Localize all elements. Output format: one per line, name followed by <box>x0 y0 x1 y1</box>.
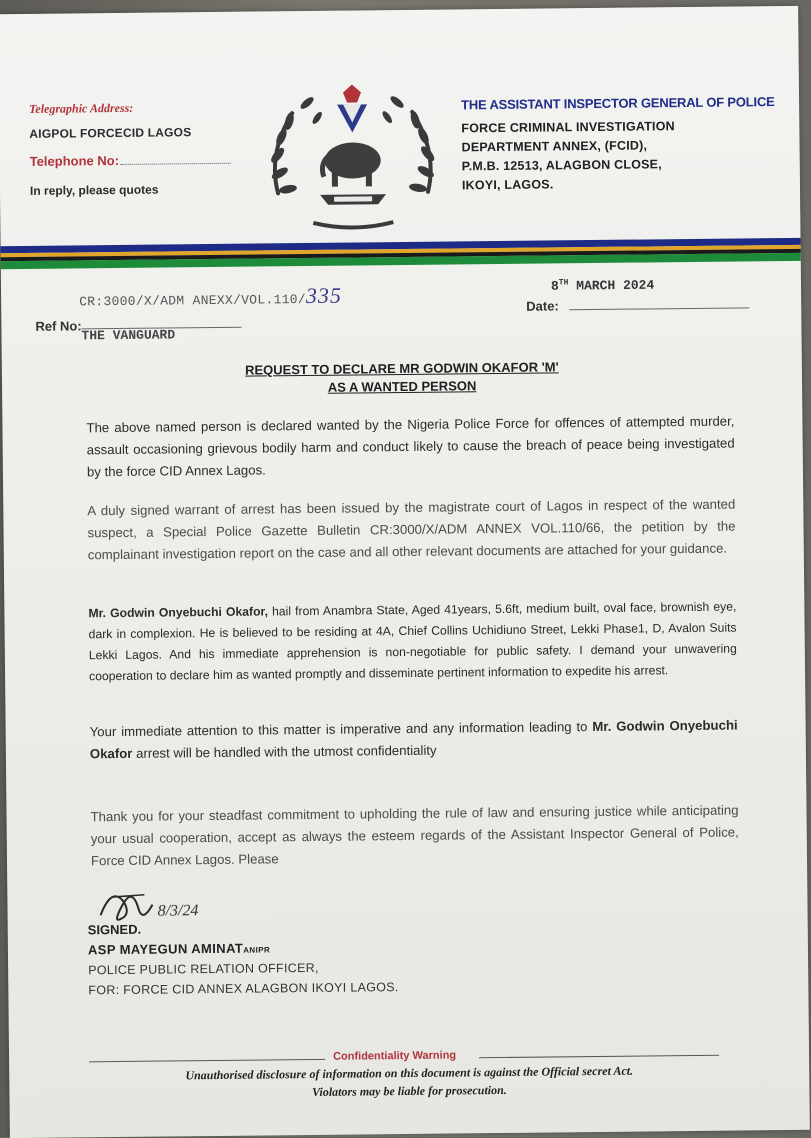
body-paragraph-1: The above named person is declared wanted by the Nigeria Police Force for offences of attempted murder, assault occasioning grievous bodily harm and conduct likely to cause the breach of peace being investigated by the force CID Annex Lagos. <box>86 413 735 480</box>
letter-page <box>0 6 810 1138</box>
confidentiality-line-2: Violators may be liable for prosecution. <box>312 1082 507 1099</box>
subject-line-1: REQUEST TO DECLARE MR GODWIN OKAFOR 'M' <box>244 359 559 378</box>
body-paragraph-2: A duly signed warrant of arrest has been issued by the magistrate court of Lagos in respect of the wanted suspect, a Special Police Gazette Bulletin CR:3000/X/ADM ANNEX VOL.110/66, the petition by the complainant investigation report on the case and all other relevant documents are attached for your guidance. <box>87 496 736 563</box>
ref-no-value: THE VANGUARD <box>81 327 176 344</box>
cr-number-handwritten: 335 <box>305 282 343 309</box>
subject-line-2: AS A WANTED PERSON <box>327 378 477 395</box>
signature-date: 8/3/24 <box>157 902 199 920</box>
body-paragraph-5: Thank you for your steadfast commitment to upholding the rule of law and ensuring justice while anticipating your usual cooperation, accept as always the esteem regards of the Assistant Inspector General of Police, Force CID Annex Lagos. Please <box>90 802 739 869</box>
confidentiality-line-1: Unauthorised disclosure of information on this document is against the Official secret Act. <box>185 1063 634 1083</box>
telegraphic-address-value: AIGPOL FORCECID LAGOS <box>29 125 192 141</box>
signatory-title: POLICE PUBLIC RELATION OFFICER, <box>88 960 319 978</box>
date-value: 8TH MARCH 2024 <box>550 277 655 294</box>
body-paragraph-4: Your immediate attention to this matter is imperative and any information leading to Mr. Godwin Onyebuchi Okafor arrest will be handled with the utmost confidentiality <box>89 717 738 762</box>
signatory-name: ASP MAYEGUN AMINATANIPR <box>87 940 271 958</box>
body-paragraph-3: Mr. Godwin Onyebuchi Okafor, hail from Anambra State, Aged 41years, 5.6ft, medium built, oval face, brownish eye, dark in complexion. He is believed to be residing at 4A, Chief Collins Uchidiuno Street, Lekki Phase1, D, Avalon Suits Lekki Lagos. And his immediate apprehension is non-negotiable for public safety. I demand your unwavering cooperation to declare him as wanted promptly and disseminate pertinent information to expedite his arrest. <box>88 599 737 684</box>
signed-label: SIGNED. <box>87 921 142 938</box>
footer-rule-left <box>89 1059 325 1062</box>
address-line: FORCE CRIMINAL INVESTIGATION <box>461 119 675 136</box>
confidentiality-warning-title: Confidentiality Warning <box>333 1049 457 1063</box>
reply-quotes-label: In reply, please quotes <box>29 182 159 198</box>
address-line: IKOYI, LAGOS. <box>461 177 554 193</box>
cr-number: CR:3000/X/ADM ANEXX/VOL.110/335 <box>79 282 343 310</box>
police-crest-icon <box>257 72 449 239</box>
office-title: THE ASSISTANT INSPECTOR GENERAL OF POLICE <box>461 94 775 113</box>
date-underline <box>569 307 749 310</box>
telegraphic-address-label: Telegraphic Address: <box>29 100 134 116</box>
address-line: DEPARTMENT ANNEX, (FCID), <box>461 138 648 155</box>
date-label: Date: <box>526 298 559 314</box>
footer-rule-right <box>479 1055 719 1059</box>
signatory-office: FOR: FORCE CID ANNEX ALAGBON IKOYI LAGOS. <box>88 980 399 998</box>
address-line: P.M.B. 12513, ALAGBON CLOSE, <box>461 157 662 174</box>
telephone-label: Telephone No: <box>30 152 231 169</box>
ref-no-label: Ref No: <box>35 318 82 334</box>
